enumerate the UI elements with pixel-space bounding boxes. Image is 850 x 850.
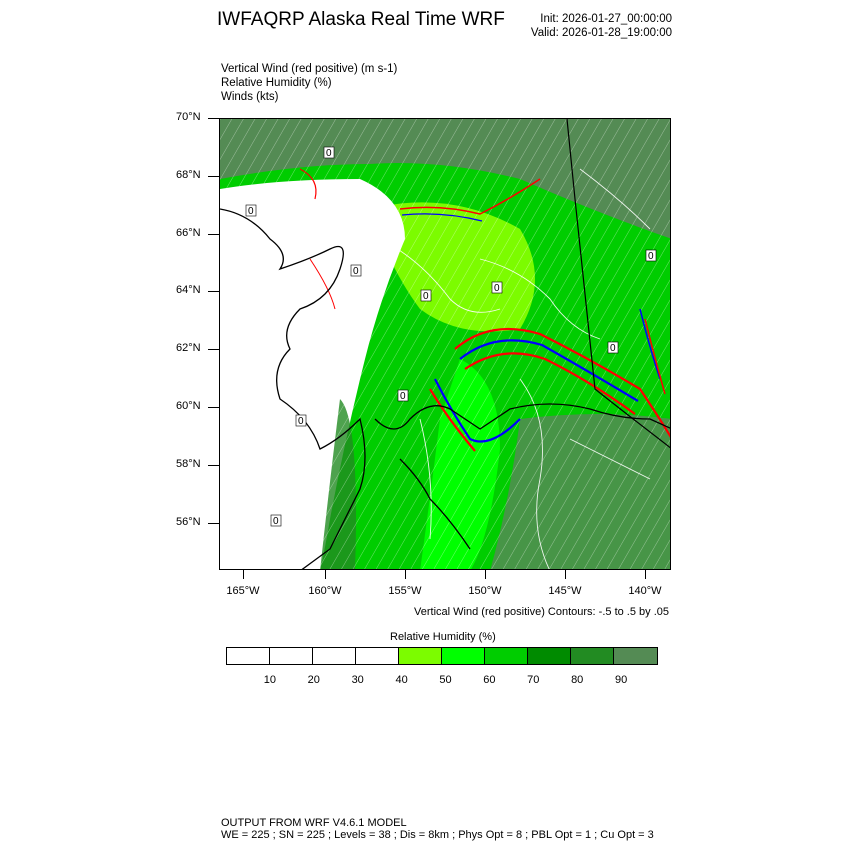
latitude-label: 56°N <box>176 515 201 528</box>
colorbar-label: 70 <box>527 674 540 686</box>
contour-zero-label: 0 <box>423 291 429 302</box>
latitude-label: 60°N <box>176 400 201 412</box>
latitude-tick <box>208 407 219 408</box>
contour-zero-label: 0 <box>298 416 304 427</box>
colorbar-box <box>485 648 528 664</box>
colorbar-box <box>571 648 614 664</box>
longitude-tick <box>405 570 406 579</box>
longitude-label: 140°W <box>628 585 662 597</box>
latitude-label: 66°N <box>176 226 201 239</box>
colorbar-label: 60 <box>483 674 496 686</box>
field-label-relative-humidity: Relative Humidity (%) <box>221 77 332 89</box>
latitude-tick <box>208 234 219 235</box>
latitude-label: 64°N <box>176 284 201 297</box>
colorbar-box <box>399 648 442 664</box>
field-label-vertical-wind: Vertical Wind (red positive) (m s-1) <box>221 63 398 75</box>
contour-zero-label: 0 <box>648 251 654 262</box>
longitude-tick <box>565 570 566 579</box>
latitude-tick <box>208 523 219 524</box>
longitude-label: 145°W <box>548 585 582 597</box>
latitude-label: 58°N <box>176 457 201 470</box>
colorbar <box>226 647 658 665</box>
colorbar-label: 20 <box>307 674 320 686</box>
contour-zero-label: 0 <box>610 343 616 354</box>
longitude-label: 150°W <box>468 585 502 597</box>
field-label-winds: Winds (kts) <box>221 91 279 103</box>
colorbar-title: Relative Humidity (%) <box>390 631 496 643</box>
colorbar-box <box>270 648 313 664</box>
map-panel <box>219 118 671 570</box>
longitude-label: 165°W <box>226 585 260 597</box>
colorbar-label: 90 <box>614 674 628 686</box>
footer-config-line: WE = 225 ; SN = 225 ; Levels = 38 ; Dis = 8km ; Phys Opt = 8 ; PBL Opt = 1 ; Cu Opt = 3 <box>221 829 654 841</box>
colorbar-box <box>614 648 657 664</box>
longitude-tick <box>485 570 486 579</box>
colorbar-box <box>528 648 571 664</box>
colorbar-label: 30 <box>351 674 364 686</box>
contour-zero-label: 0 <box>326 148 332 159</box>
longitude-label: 160°W <box>308 585 342 597</box>
colorbar-label: 10 <box>263 674 277 686</box>
longitude-tick <box>243 570 244 579</box>
colorbar-label: 50 <box>439 674 452 686</box>
latitude-tick <box>208 291 219 292</box>
colorbar-box <box>356 648 399 664</box>
contour-zero-label: 0 <box>353 266 359 277</box>
init-time: Init: 2026-01-27_00:00:00 <box>540 13 672 25</box>
colorbar-label: 40 <box>395 674 408 686</box>
latitude-label: 62°N <box>176 342 201 355</box>
longitude-tick <box>325 570 326 579</box>
contour-note: Vertical Wind (red positive) Contours: -.5 to .5 by .05 <box>414 606 669 618</box>
map-canvas <box>220 119 671 570</box>
latitude-tick <box>208 118 219 119</box>
plot-title: IWFAQRP Alaska Real Time WRF <box>217 9 505 30</box>
colorbar-label: 80 <box>571 674 584 686</box>
latitude-label: 68°N <box>176 168 201 181</box>
latitude-tick <box>208 465 219 466</box>
contour-zero-label: 0 <box>494 283 500 294</box>
colorbar-box <box>442 648 485 664</box>
latitude-tick <box>208 176 219 177</box>
contour-zero-label: 0 <box>400 391 406 402</box>
longitude-tick <box>645 570 646 579</box>
latitude-tick <box>208 349 219 350</box>
colorbar-box <box>227 648 270 664</box>
contour-zero-label: 0 <box>248 206 254 217</box>
valid-time: Valid: 2026-01-28_19:00:00 <box>530 27 672 39</box>
latitude-label: 70°N <box>176 111 201 123</box>
colorbar-box <box>313 648 356 664</box>
longitude-label: 155°W <box>388 585 422 597</box>
contour-zero-label: 0 <box>273 516 279 527</box>
footer-model-line: OUTPUT FROM WRF V4.6.1 MODEL <box>221 817 407 829</box>
